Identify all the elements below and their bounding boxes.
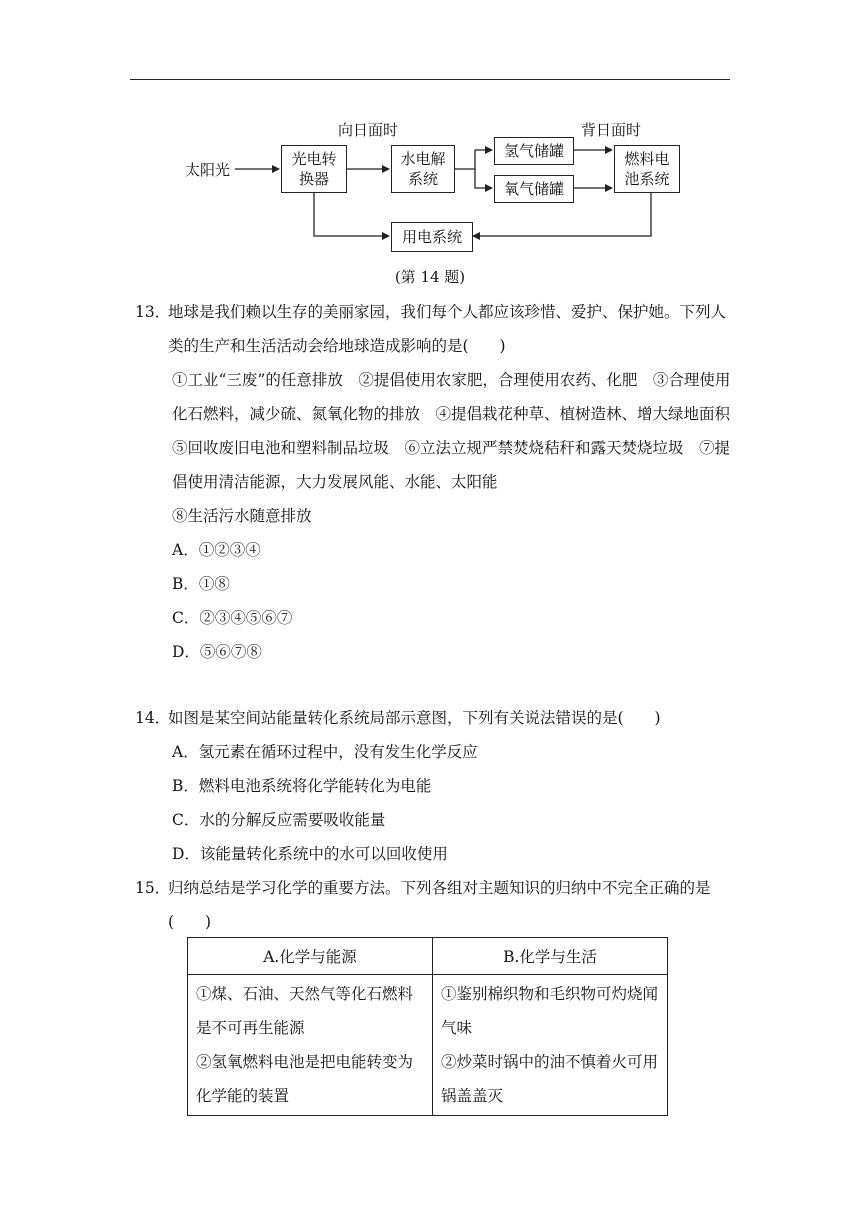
electrolysis-line2: 系统 [407,170,438,188]
table-a-item2: ②氢氧燃料电池是把电能转变为化学能的装置 [196,1053,414,1105]
arrow-electrolysis-to-o2 [475,169,492,188]
question-14 [135,701,735,735]
question-14-options [172,735,737,871]
fuelcell-line2: 池系统 [624,170,670,188]
question-15-number: 15． [135,879,171,897]
table-a-item1: ①煤、石油、天然气等化石燃料是不可再生能源 [196,985,414,1037]
question-15-stem: 归纳总结是学习化学的重要方法。下列各组对主题知识的归纳中不完全正确的是( ) [168,879,711,931]
table-b-item1: ①鉴别棉织物和毛织物可灼烧闻气味 [441,985,659,1037]
table-header-a: A.化学与能源 [188,938,433,975]
figure-caption: (第 14 题) [394,268,466,286]
question-13-items-line2: ⑧生活污水随意排放 [172,507,312,525]
header-rule [130,79,730,80]
question-13-option-c[interactable]: C．②③④⑤⑥⑦ [172,609,293,627]
question-13-option-d[interactable]: D．⑤⑥⑦⑧ [172,643,262,661]
box-photoelectric-converter [281,145,347,193]
knowledge-table [187,937,668,1116]
electrolysis-line1: 水电解 [400,150,446,168]
question-13-items [172,363,746,669]
box-oxygen-tank: 氧气储罐 [494,175,574,203]
question-13-number: 13． [135,303,171,321]
arrow-electrolysis-to-h2 [455,150,492,169]
label-sun-side: 向日面时 [338,121,399,139]
question-15 [135,871,735,939]
question-14-stem: 如图是某空间站能量转化系统局部示意图，下列有关说法错误的是( ) [168,709,661,727]
question-13 [135,295,735,363]
question-13-option-b[interactable]: B．①⑧ [172,575,230,593]
arrow-converter-to-power [314,193,389,236]
converter-line2: 换器 [298,170,329,188]
table-cell-a [188,975,433,1116]
question-14-number: 14． [135,709,171,727]
table-header-b: B.化学与生活 [433,938,668,975]
energy-conversion-diagram [175,112,675,262]
question-13-option-a[interactable]: A．①②③④ [172,541,261,559]
table-cell-b [433,975,668,1116]
question-14-option-b[interactable]: B．燃料电池系统将化学能转化为电能 [172,777,432,795]
box-fuel-cell-system [614,145,680,193]
question-13-stem: 地球是我们赖以生存的美丽家园，我们每个人都应该珍惜、爱护、保护她。下列人类的生产和生活活动会给地球造成影响的是( ) [168,303,727,355]
box-water-electrolysis [391,145,455,193]
question-14-option-d[interactable]: D．该能量转化系统中的水可以回收使用 [172,845,448,863]
label-sunlight: 太阳光 [185,161,231,179]
fuelcell-line1: 燃料电 [624,150,670,168]
question-14-option-a[interactable]: A．氢元素在循环过程中，没有发生化学反应 [172,743,478,761]
question-14-option-c[interactable]: C．水的分解反应需要吸收能量 [172,811,386,829]
question-13-items-line1: ①工业“三废”的任意排放 ②提倡使用农家肥，合理使用农药、化肥 ③合理使用化石燃料，减少硫、氮氧化物的排放 ④提倡栽花种草、植树造林、增大绿地面积 ⑤回收废旧电池和塑料制品垃圾 ⑥立法立规严禁焚烧秸秆和露天焚烧垃圾 ⑦提倡使用清洁能源，大力发展风能、水能、太阳能 [172,371,746,491]
label-shade-side: 背日面时 [581,121,642,139]
box-hydrogen-tank: 氢气储罐 [494,137,574,165]
box-power-system: 用电系统 [391,222,473,252]
table-b-item2: ②炒菜时锅中的油不慎着火可用锅盖盖灭 [441,1053,659,1105]
converter-line1: 光电转 [291,150,337,168]
